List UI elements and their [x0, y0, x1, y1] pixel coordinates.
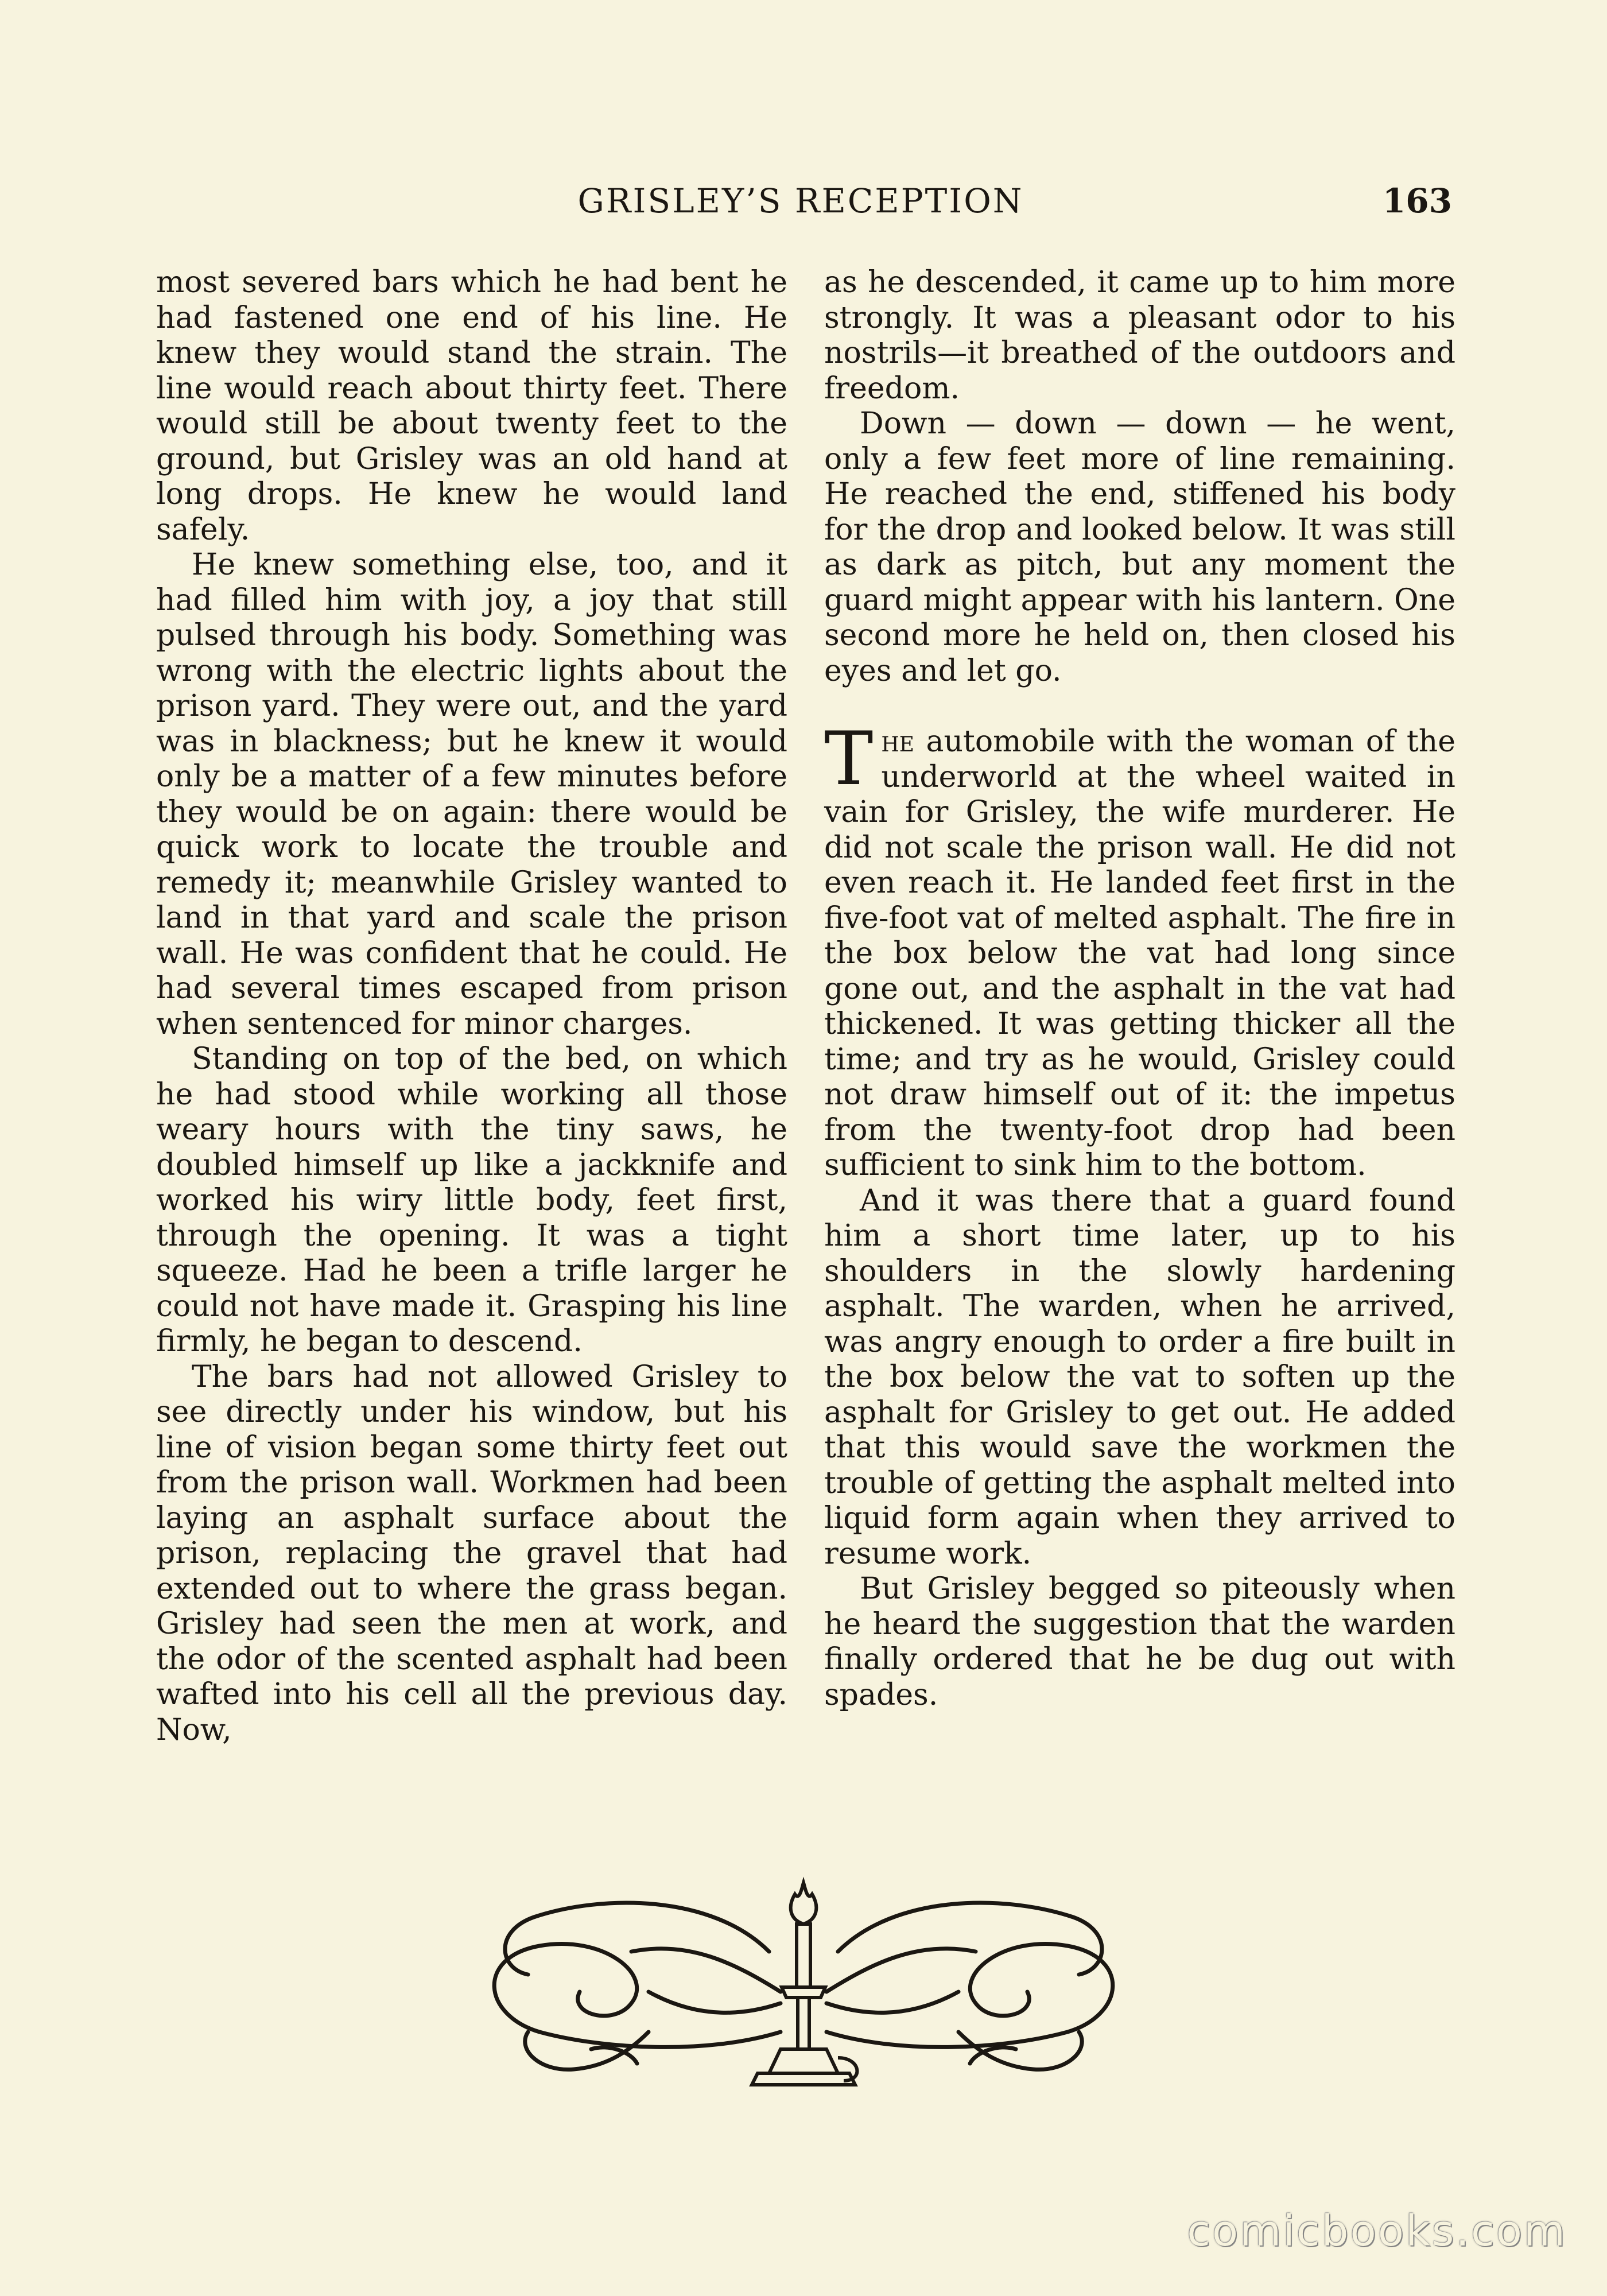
candlestick-scroll-ornament-icon — [459, 1860, 1148, 2101]
paragraph: The bars had not allowed Grisley to see directly under his window, but his line of vision began some thirty feet out from the prison wall. Workmen had been laying an asphalt surface about the prison, replacing the gravel that had extended out to where the grass began. Grisley had seen the men at work, and the odor of the scented asphalt had been wafted into his cell all the previous day. Now, — [156, 1359, 787, 1747]
paragraph: And it was there that a guard found him a short time later, up to his shoulders in the slowly hardening asphalt. The warden, when he arrived, was angry enough to order a fire built in the box below the vat to soften up the asphalt for Grisley to get out. He added that this would save the workmen the trouble of getting the asphalt melted into liquid form again when they arrived to resume work. — [824, 1183, 1455, 1571]
paragraph: But Grisley begged so piteously when he heard the suggestion that the warden finally ordered that he be dug out with spades. — [824, 1572, 1455, 1712]
paragraph: most severed bars which he had bent he had fastened one end of his line. He knew they would stand the strain. The line would reach about thirty feet. There would still be about twenty feet to the ground, but Grisley was an old hand at long drops. He knew he would land safely. — [156, 265, 787, 547]
left-column — [156, 265, 787, 1748]
running-title: GRISLEY’S RECEPTION — [577, 181, 1024, 220]
paragraph: He knew something else, too, and it had filled him with joy, a joy that still pulsed through his body. Something was wrong with the electric lights about the prison yard. They were out, and the yard was in blackness; but he knew it would only be a matter of a few minutes before they would be on again: there would be quick work to locate the trouble and remedy it; meanwhile Grisley wanted to land in that yard and scale the prison wall. He was confident that he could. He had several times escaped from prison when sentenced for minor charges. — [156, 548, 787, 1041]
drop-cap: T — [824, 716, 874, 802]
small-caps-lead: he — [881, 724, 915, 759]
right-column — [824, 265, 1455, 1713]
section-opening-paragraph — [824, 716, 1455, 1184]
paragraph: Standing on top of the bed, on which he had stood while working all those weary hours with the tiny saws, he doubled himself up like a jackknife and worked his wiry little body, feet first, through the opening. It was a tight squeeze. Had he been a trifle larger he could not have made it. Grasping his line firmly, he began to descend. — [156, 1042, 787, 1359]
paragraph-text: automobile with the woman of the underworld at the wheel waited in vain for Grisley, the wife murderer. He did not scale the prison wall. He did not even reach it. He landed feet first in the five-foot vat of melted asphalt. The fire in the box below the vat had long since gone out, and the asphalt in the vat had thickened. It was getting thicker all the time; and try as he would, Grisley could not draw himself out of it: the impetus from the twenty-foot drop had been sufficient to sink him to the bottom. — [824, 724, 1455, 1182]
watermark: comicbooks.com — [1187, 2206, 1567, 2256]
running-head — [149, 178, 1452, 230]
paragraph: as he descended, it came up to him more strongly. It was a pleasant odor to his nostrils—it breathed of the outdoors and freedom. — [824, 265, 1455, 406]
paragraph: Down — down — down — he went, only a few feet more of line remaining. He reached the end, stiffened his body for the drop and looked below. It was still as dark as pitch, but any moment the guard might appear with his lantern. One second more he held on, then closed his eyes and let go. — [824, 406, 1455, 688]
page-number: 163 — [1382, 181, 1452, 220]
